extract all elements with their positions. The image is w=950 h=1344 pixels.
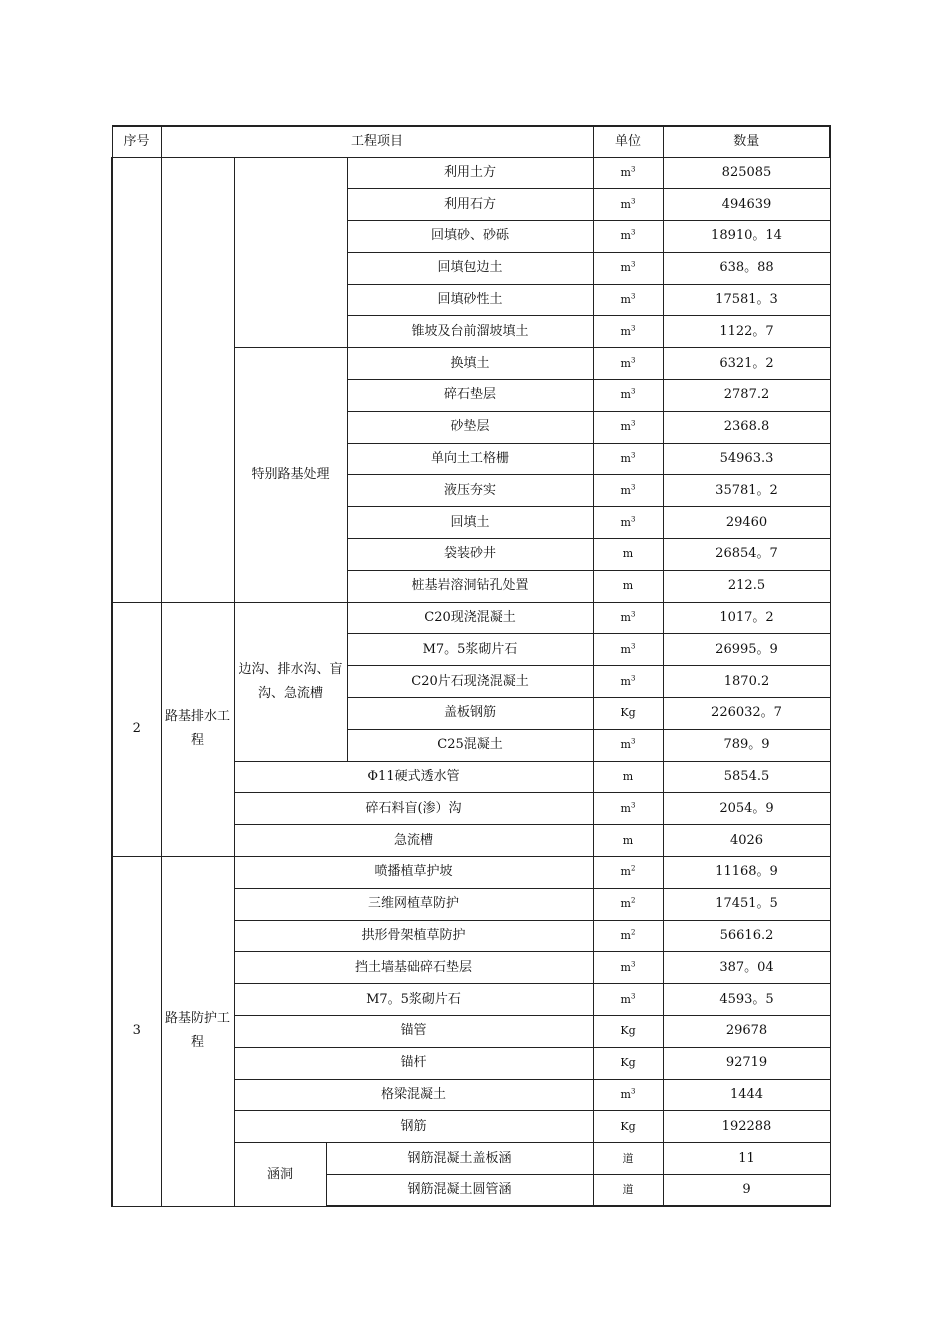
unit-symbol: m [620,356,631,370]
unit-symbol: m [620,642,631,656]
item-name: 拱形骨架植草防护 [234,920,593,952]
unit-exponent: 3 [630,1087,636,1096]
unit-exponent: 3 [630,419,636,428]
seq-cell-3: 3 [112,857,161,1207]
item-quantity: 1017。2 [663,602,830,634]
unit-symbol: m [620,674,631,688]
item-unit [593,316,663,348]
item-quantity: 494639 [663,189,830,221]
unit-symbol: m [620,611,631,625]
unit-exponent: 3 [630,451,636,460]
item-quantity: 56616.2 [663,920,830,952]
item-name: 回填砂、砂砾 [347,221,593,253]
unit-symbol: m [620,801,631,815]
unit-symbol: m [620,515,631,529]
unit-symbol: m [620,738,631,752]
item-name: 锚杆 [234,1047,593,1079]
item-name: 挡土墙基础碎石垫层 [234,952,593,984]
seq-cell-2: 2 [112,602,161,856]
unit-symbol: Kg [620,1119,636,1133]
item-quantity: 11168。9 [663,857,830,889]
item-name: C20现浇混凝土 [347,602,593,634]
item-name: 砂垫层 [347,411,593,443]
unit-symbol: m [620,992,631,1006]
unit-symbol: m [620,865,631,879]
item-name: M7。5浆砌片石 [234,984,593,1016]
item-quantity: 226032。7 [663,698,830,730]
item-quantity: 11 [663,1143,830,1175]
table-row [112,157,830,189]
unit-exponent: 3 [630,197,636,206]
item-quantity: 54963.3 [663,443,830,475]
item-name: M7。5浆砌片石 [347,634,593,666]
item-unit [593,443,663,475]
unit-exponent: 3 [630,483,636,492]
unit-symbol: Kg [620,706,636,720]
item-quantity: 5854.5 [663,761,830,793]
unit-exponent: 3 [630,228,636,237]
item-unit [593,1047,663,1079]
item-unit [593,284,663,316]
item-quantity: 212.5 [663,570,830,602]
item-name: 锚管 [234,1016,593,1048]
unit-symbol: m [620,929,631,943]
item-name: 喷播植草护坡 [234,857,593,889]
item-name: 钢筋混凝土盖板涵 [326,1143,593,1175]
header-unit: 单位 [593,126,663,157]
item-name: Φ11硬式透水管 [234,761,593,793]
item-unit [593,920,663,952]
subcategory-culvert: 涵洞 [234,1143,326,1207]
item-name: 钢筋 [234,1111,593,1143]
item-quantity: 26854。7 [663,539,830,571]
category-protect: 路基防护工程 [161,857,234,1207]
item-unit [593,189,663,221]
item-name: 回填砂性土 [347,284,593,316]
unit-symbol: m [622,547,634,561]
item-quantity: 1122。7 [663,316,830,348]
item-unit [593,475,663,507]
unit-exponent: 3 [630,801,636,810]
item-unit [593,984,663,1016]
item-unit [593,570,663,602]
item-unit [593,888,663,920]
header-item: 工程项目 [161,126,593,157]
item-quantity: 6321。2 [663,348,830,380]
item-unit [593,1111,663,1143]
item-name: C20片石现浇混凝土 [347,666,593,698]
item-quantity: 2054。9 [663,793,830,825]
table-row [112,857,830,889]
item-name: 急流槽 [234,825,593,857]
item-quantity: 4593。5 [663,984,830,1016]
item-unit [593,1175,663,1207]
unit-symbol: m [620,452,631,466]
unit-exponent: 2 [630,864,636,873]
unit-symbol: Kg [620,1056,636,1070]
unit-exponent: 3 [630,673,636,682]
item-unit [593,825,663,857]
unit-exponent: 3 [630,260,636,269]
item-name: 碎石料盲(渗）沟 [234,793,593,825]
item-quantity: 192288 [663,1111,830,1143]
category-cell-1 [161,157,234,602]
item-unit [593,221,663,253]
unit-symbol: Kg [620,1024,636,1038]
item-quantity: 2368.8 [663,411,830,443]
unit-exponent: 3 [630,737,636,746]
item-name: 碎石垫层 [347,380,593,412]
subcategory-special: 特别路基处理 [234,348,347,602]
item-name: 液压夯实 [347,475,593,507]
item-quantity: 17451。5 [663,888,830,920]
unit-exponent: 3 [630,324,636,333]
unit-symbol: 道 [622,1151,634,1165]
unit-exponent: 3 [630,292,636,301]
unit-symbol: m [620,420,631,434]
unit-symbol: m [622,833,634,847]
unit-symbol: m [620,897,631,911]
unit-exponent: 3 [630,515,636,523]
unit-symbol: m [620,1088,631,1101]
header-seq: 序号 [112,126,161,157]
item-quantity: 92719 [663,1047,830,1079]
unit-symbol: m [622,579,634,593]
unit-symbol: 道 [622,1183,634,1197]
unit-symbol: m [620,324,631,338]
item-unit [593,157,663,189]
item-unit [593,507,663,539]
item-name: 三维网植草防护 [234,888,593,920]
item-unit [593,411,663,443]
item-quantity: 825085 [663,157,830,189]
unit-symbol: m [620,261,631,275]
item-name: 盖板钢筋 [347,698,593,730]
unit-exponent: 3 [630,610,636,619]
item-quantity: 35781。2 [663,475,830,507]
item-unit [593,666,663,698]
unit-symbol: m [620,197,631,211]
unit-symbol: m [620,293,631,307]
subcategory-ditch: 边沟、排水沟、盲沟、急流槽 [234,602,347,761]
item-unit [593,380,663,412]
item-name: 桩基岩溶洞钻孔处置 [347,570,593,602]
unit-exponent: 3 [630,356,636,365]
table-row [112,602,830,634]
item-quantity: 638。88 [663,252,830,284]
item-unit [593,252,663,284]
unit-symbol: m [620,960,631,974]
item-quantity: 18910。14 [663,221,830,253]
item-unit [593,952,663,984]
item-quantity: 789。9 [663,729,830,761]
unit-symbol: m [620,229,631,243]
table-body [112,126,830,1206]
item-unit [593,857,663,889]
item-unit [593,348,663,380]
item-unit [593,698,663,730]
unit-exponent: 2 [630,896,636,905]
item-quantity: 1870.2 [663,666,830,698]
item-name: 袋装砂井 [347,539,593,571]
item-quantity: 29460 [663,507,830,539]
header-row [112,126,830,157]
unit-symbol: m [620,165,631,179]
item-quantity: 387。04 [663,952,830,984]
item-name: 回填包边土 [347,252,593,284]
unit-exponent: 3 [630,165,636,174]
item-unit [593,1079,663,1111]
item-quantity: 17581。3 [663,284,830,316]
item-unit [593,539,663,571]
item-unit [593,761,663,793]
item-quantity: 29678 [663,1016,830,1048]
item-name: 单向土工格栅 [347,443,593,475]
category-drain: 路基排水工程 [161,602,234,856]
item-quantity: 1444 [663,1079,830,1111]
item-name: 利用土方 [347,157,593,189]
unit-symbol: m [620,483,631,497]
unit-exponent: 2 [630,928,636,937]
subcategory-fill [234,157,347,348]
item-name: 利用石方 [347,189,593,221]
item-unit [593,729,663,761]
item-unit [593,1016,663,1048]
item-quantity: 9 [663,1175,830,1207]
item-name: 钢筋混凝土圆管涵 [326,1175,593,1207]
unit-exponent: 3 [630,960,636,969]
seq-cell-1 [112,157,161,602]
item-unit [593,634,663,666]
item-name: 回填土 [347,507,593,539]
item-quantity: 4026 [663,825,830,857]
item-unit [593,602,663,634]
item-unit [593,793,663,825]
item-quantity: 2787.2 [663,380,830,412]
item-name: C25混凝土 [347,729,593,761]
item-name: 锥坡及台前溜坡填土 [347,316,593,348]
item-unit [593,1143,663,1175]
item-quantity: 26995。9 [663,634,830,666]
unit-symbol: m [620,388,631,402]
unit-symbol: m [622,770,634,784]
item-name: 换填土 [347,348,593,380]
header-qty: 数量 [663,126,830,157]
unit-exponent: 3 [630,991,636,1000]
quantity-table [111,125,831,1207]
unit-exponent: 3 [630,642,636,651]
unit-exponent: 3 [630,387,636,396]
item-name: 格梁混凝土 [234,1079,593,1111]
